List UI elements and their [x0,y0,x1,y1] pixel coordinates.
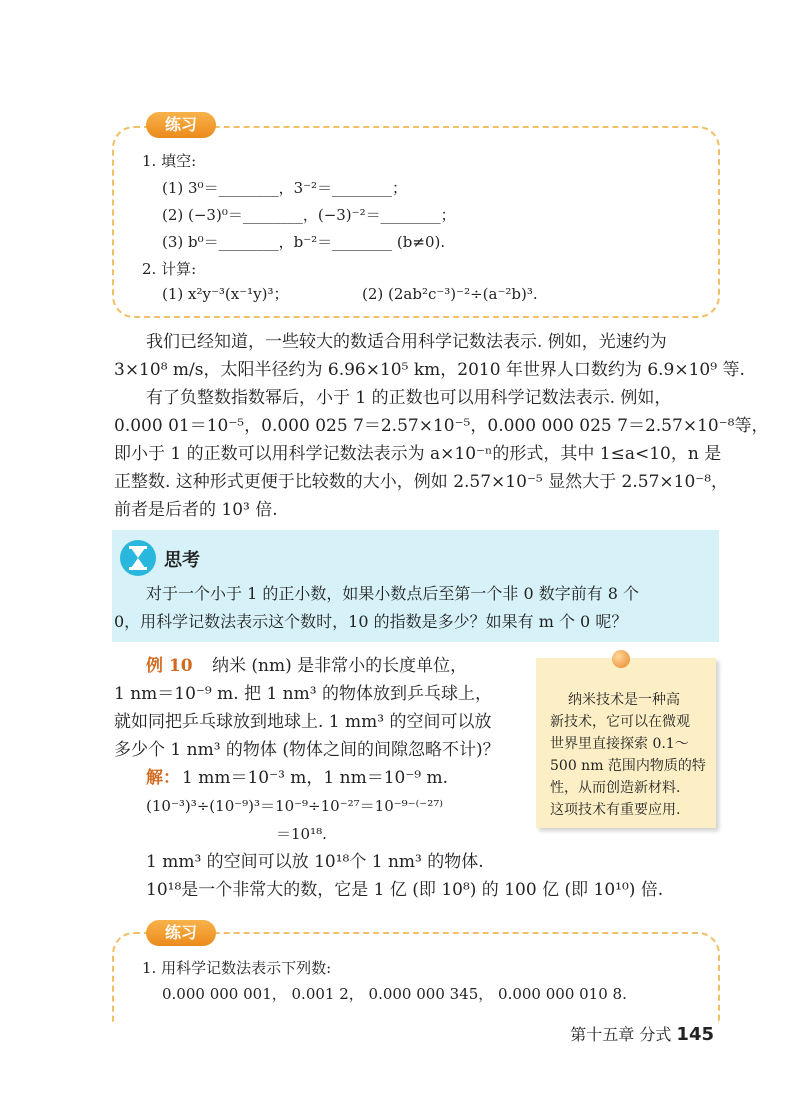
solution-line: 1 mm＝10⁻³ m，1 nm＝10⁻⁹ m. [182,768,449,788]
page-number: 145 [676,1024,714,1045]
solution-line: 1 mm³ 的空间可以放 10¹⁸个 1 nm³ 的物体. [146,852,484,872]
solution-line: ＝10¹⁸. [276,825,327,843]
exercise2-line: 0.000 000 001， 0.001 2， 0.000 000 345， 0.000 000 010 8. [162,985,627,1003]
page-footer [570,1022,714,1045]
solution-line: 10¹⁸是一个非常大的数，它是 1 亿 (即 10⁸) 的 100 亿 (即 10¹⁰) 倍. [146,880,664,900]
exercise1-line: (2) (2ab²c⁻³)⁻²÷(a⁻²b)³. [362,285,538,303]
body-line: 0.000 01＝10⁻⁵，0.000 025 7＝2.57×10⁻⁵，0.000 000 025 7＝2.57×10⁻⁸等， [114,416,769,436]
hourglass-icon [120,540,156,576]
body-line: 我们已经知道，一些较大的数适合用科学记数法表示. 例如，光速约为 [146,332,667,352]
note-line: 新技术，它可以在微观 [550,714,690,730]
exercise1-line: (3) b⁰＝________，b⁻²＝________ (b≠0). [162,233,446,251]
exercise1-line: (1) 3⁰＝________，3⁻²＝________； [162,179,408,197]
body-line: 有了负整数指数幂后，小于 1 的正数也可以用科学记数法表示. 例如， [146,388,672,408]
exercise-tag-2: 练习 [146,920,216,946]
body-line: 前者是后者的 10³ 倍. [114,500,278,520]
note-line: 性，从而创造新材料. [550,780,681,796]
body-line: 正整数. 这种形式更便于比较数的大小，例如 2.57×10⁻⁵ 显然大于 2.57×10⁻⁸， [114,472,729,492]
exercise1-line: (2) (−3)⁰＝________，(−3)⁻²＝________； [162,206,456,224]
chapter-title: 第十五章 分式 [570,1025,672,1044]
think-line: 0，用科学记数法表示这个数时，10 的指数是多少？如果有 m 个 0 呢？ [114,612,628,631]
solution-line: (10⁻³)³÷(10⁻⁹)³＝10⁻⁹÷10⁻²⁷＝10⁻⁹⁻⁽⁻²⁷⁾ [146,797,443,815]
body-line: 即小于 1 的正数可以用科学记数法表示为 a×10⁻ⁿ的形式，其中 1≤a<10，n 是 [114,444,722,464]
body-line: 3×10⁸ m/s，太阳半径约为 6.96×10⁵ km，2010 年世界人口数约为 6.9×10⁹ 等. [114,360,745,380]
exercise2-line: 1. 用科学记数法表示下列数: [142,959,332,977]
example-line: 就如同把乒乓球放到地球上. 1 mm³ 的空间可以放 [114,712,492,732]
example-line: 多少个 1 nm³ 的物体 (物体之间的间隙忽略不计)？ [114,740,500,760]
note-line: 这项技术有重要应用. [550,802,681,818]
exercise1-line: 1. 填空: [142,152,197,170]
exercise-tag-1: 练习 [146,112,216,138]
exercise1-line: (1) x²y⁻³(x⁻¹y)³； [162,285,289,303]
think-line: 对于一个小于 1 的正小数，如果小数点后至第一个非 0 数字前有 8 个 [146,584,640,603]
note-line: 纳米技术是一种高 [568,692,680,708]
example-line: 纳米 (nm) 是非常小的长度单位， [212,656,468,676]
note-line: 500 nm 范围内物质的特 [550,758,706,774]
solution-label: 解： [146,768,180,788]
note-line: 世界里直接探索 0.1～ [550,736,689,752]
pushpin-icon [612,650,630,668]
example-line: 1 nm＝10⁻⁹ m. 把 1 nm³ 的物体放到乒乓球上， [114,684,492,704]
example-label: 例 10 [146,656,193,676]
think-title: 思考 [164,550,200,571]
exercise1-line: 2. 计算: [142,260,197,278]
